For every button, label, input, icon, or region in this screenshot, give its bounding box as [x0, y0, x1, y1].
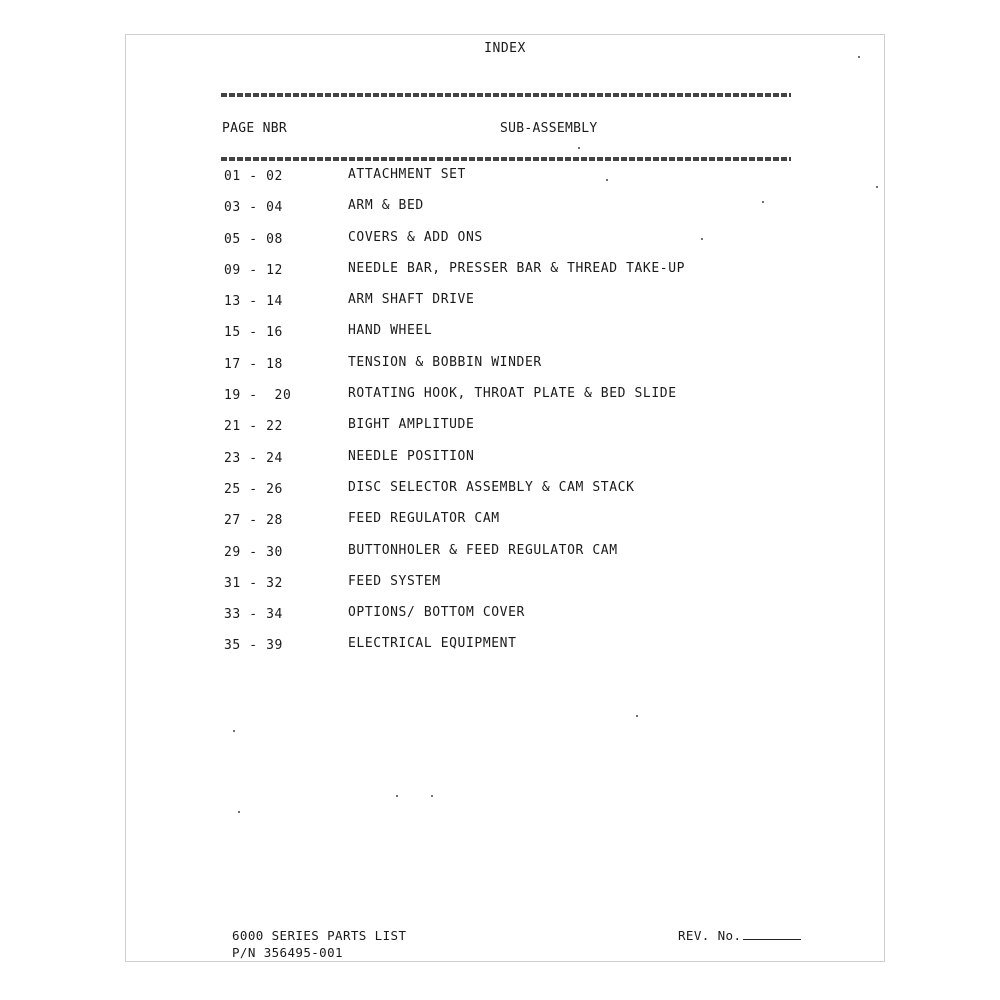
subassembly-name: BIGHT AMPLITUDE: [348, 417, 475, 433]
page-range: 09 - 12: [224, 262, 283, 278]
subassembly-name: NEEDLE BAR, PRESSER BAR & THREAD TAKE-UP: [348, 260, 686, 276]
subassembly-name: ARM SHAFT DRIVE: [348, 292, 475, 308]
subassembly-name: TENSION & BOBBIN WINDER: [348, 354, 542, 370]
index-row: [222, 261, 822, 292]
scan-speck: [701, 238, 703, 240]
subassembly-name: ATTACHMENT SET: [348, 167, 466, 182]
index-row: [222, 605, 822, 636]
index-row: [222, 574, 822, 605]
index-row: [222, 167, 822, 198]
index-row: [222, 198, 822, 229]
scan-speck: [636, 715, 638, 717]
scan-speck: [233, 730, 235, 732]
subassembly-name: FEED SYSTEM: [348, 573, 441, 589]
page-range: 17 - 18: [224, 356, 283, 372]
scan-speck: [238, 811, 240, 813]
scan-speck: [606, 179, 608, 181]
scan-speck: [431, 795, 433, 797]
scan-speck: [578, 147, 580, 149]
subassembly-name: ARM & BED: [348, 198, 424, 214]
top-divider: [221, 93, 791, 97]
index-row: [222, 480, 822, 511]
index-row: [222, 543, 822, 574]
page-range: 31 - 32: [224, 575, 283, 591]
document-page: [125, 34, 885, 962]
index-row: [222, 449, 822, 480]
scan-speck: [858, 56, 860, 58]
scan-speck: [396, 795, 398, 797]
index-row: [222, 386, 822, 417]
page-range: 01 - 02: [224, 169, 283, 184]
page-range: 15 - 16: [224, 325, 283, 341]
subassembly-name: FEED REGULATOR CAM: [348, 511, 500, 527]
page-range: 23 - 24: [224, 450, 283, 466]
subassembly-name: COVERS & ADD ONS: [348, 229, 483, 245]
header-divider: [221, 157, 791, 161]
index-row: [222, 292, 822, 323]
column-header-page: PAGE NBR: [222, 121, 288, 136]
page-range: 35 - 39: [224, 638, 283, 654]
page-range: 19 - 20: [224, 388, 292, 404]
index-row: [222, 323, 822, 354]
page-title: INDEX: [484, 41, 526, 56]
index-row: [222, 355, 822, 386]
page-range: 29 - 30: [224, 544, 283, 560]
subassembly-name: BUTTONHOLER & FEED REGULATOR CAM: [348, 542, 618, 558]
page-range: 21 - 22: [224, 419, 283, 435]
page-range: 27 - 28: [224, 513, 283, 529]
subassembly-name: DISC SELECTOR ASSEMBLY & CAM STACK: [348, 479, 635, 495]
footer-series-title: 6000 SERIES PARTS LIST: [232, 928, 407, 943]
subassembly-name: ELECTRICAL EQUIPMENT: [348, 636, 517, 652]
index-row: [222, 230, 822, 261]
page-range: 05 - 08: [224, 231, 283, 247]
revision-blank-line: [743, 928, 801, 940]
subassembly-name: OPTIONS/ BOTTOM COVER: [348, 605, 525, 621]
index-row: [222, 511, 822, 542]
index-row: [222, 636, 822, 667]
subassembly-name: NEEDLE POSITION: [348, 448, 475, 464]
index-list: [222, 167, 822, 668]
footer-part-number: P/N 356495-001: [232, 945, 343, 960]
page-range: 25 - 26: [224, 481, 283, 497]
page-range: 13 - 14: [224, 294, 283, 310]
index-row: [222, 417, 822, 448]
column-header-subassembly: SUB-ASSEMBLY: [500, 121, 598, 136]
revision-label: REV. No.: [678, 928, 742, 943]
page-range: 33 - 34: [224, 607, 283, 623]
scan-speck: [762, 201, 764, 203]
scan-speck: [876, 186, 878, 188]
footer-revision: [678, 928, 801, 943]
subassembly-name: HAND WHEEL: [348, 323, 433, 339]
subassembly-name: ROTATING HOOK, THROAT PLATE & BED SLIDE: [348, 386, 677, 402]
page-range: 03 - 04: [224, 200, 283, 216]
